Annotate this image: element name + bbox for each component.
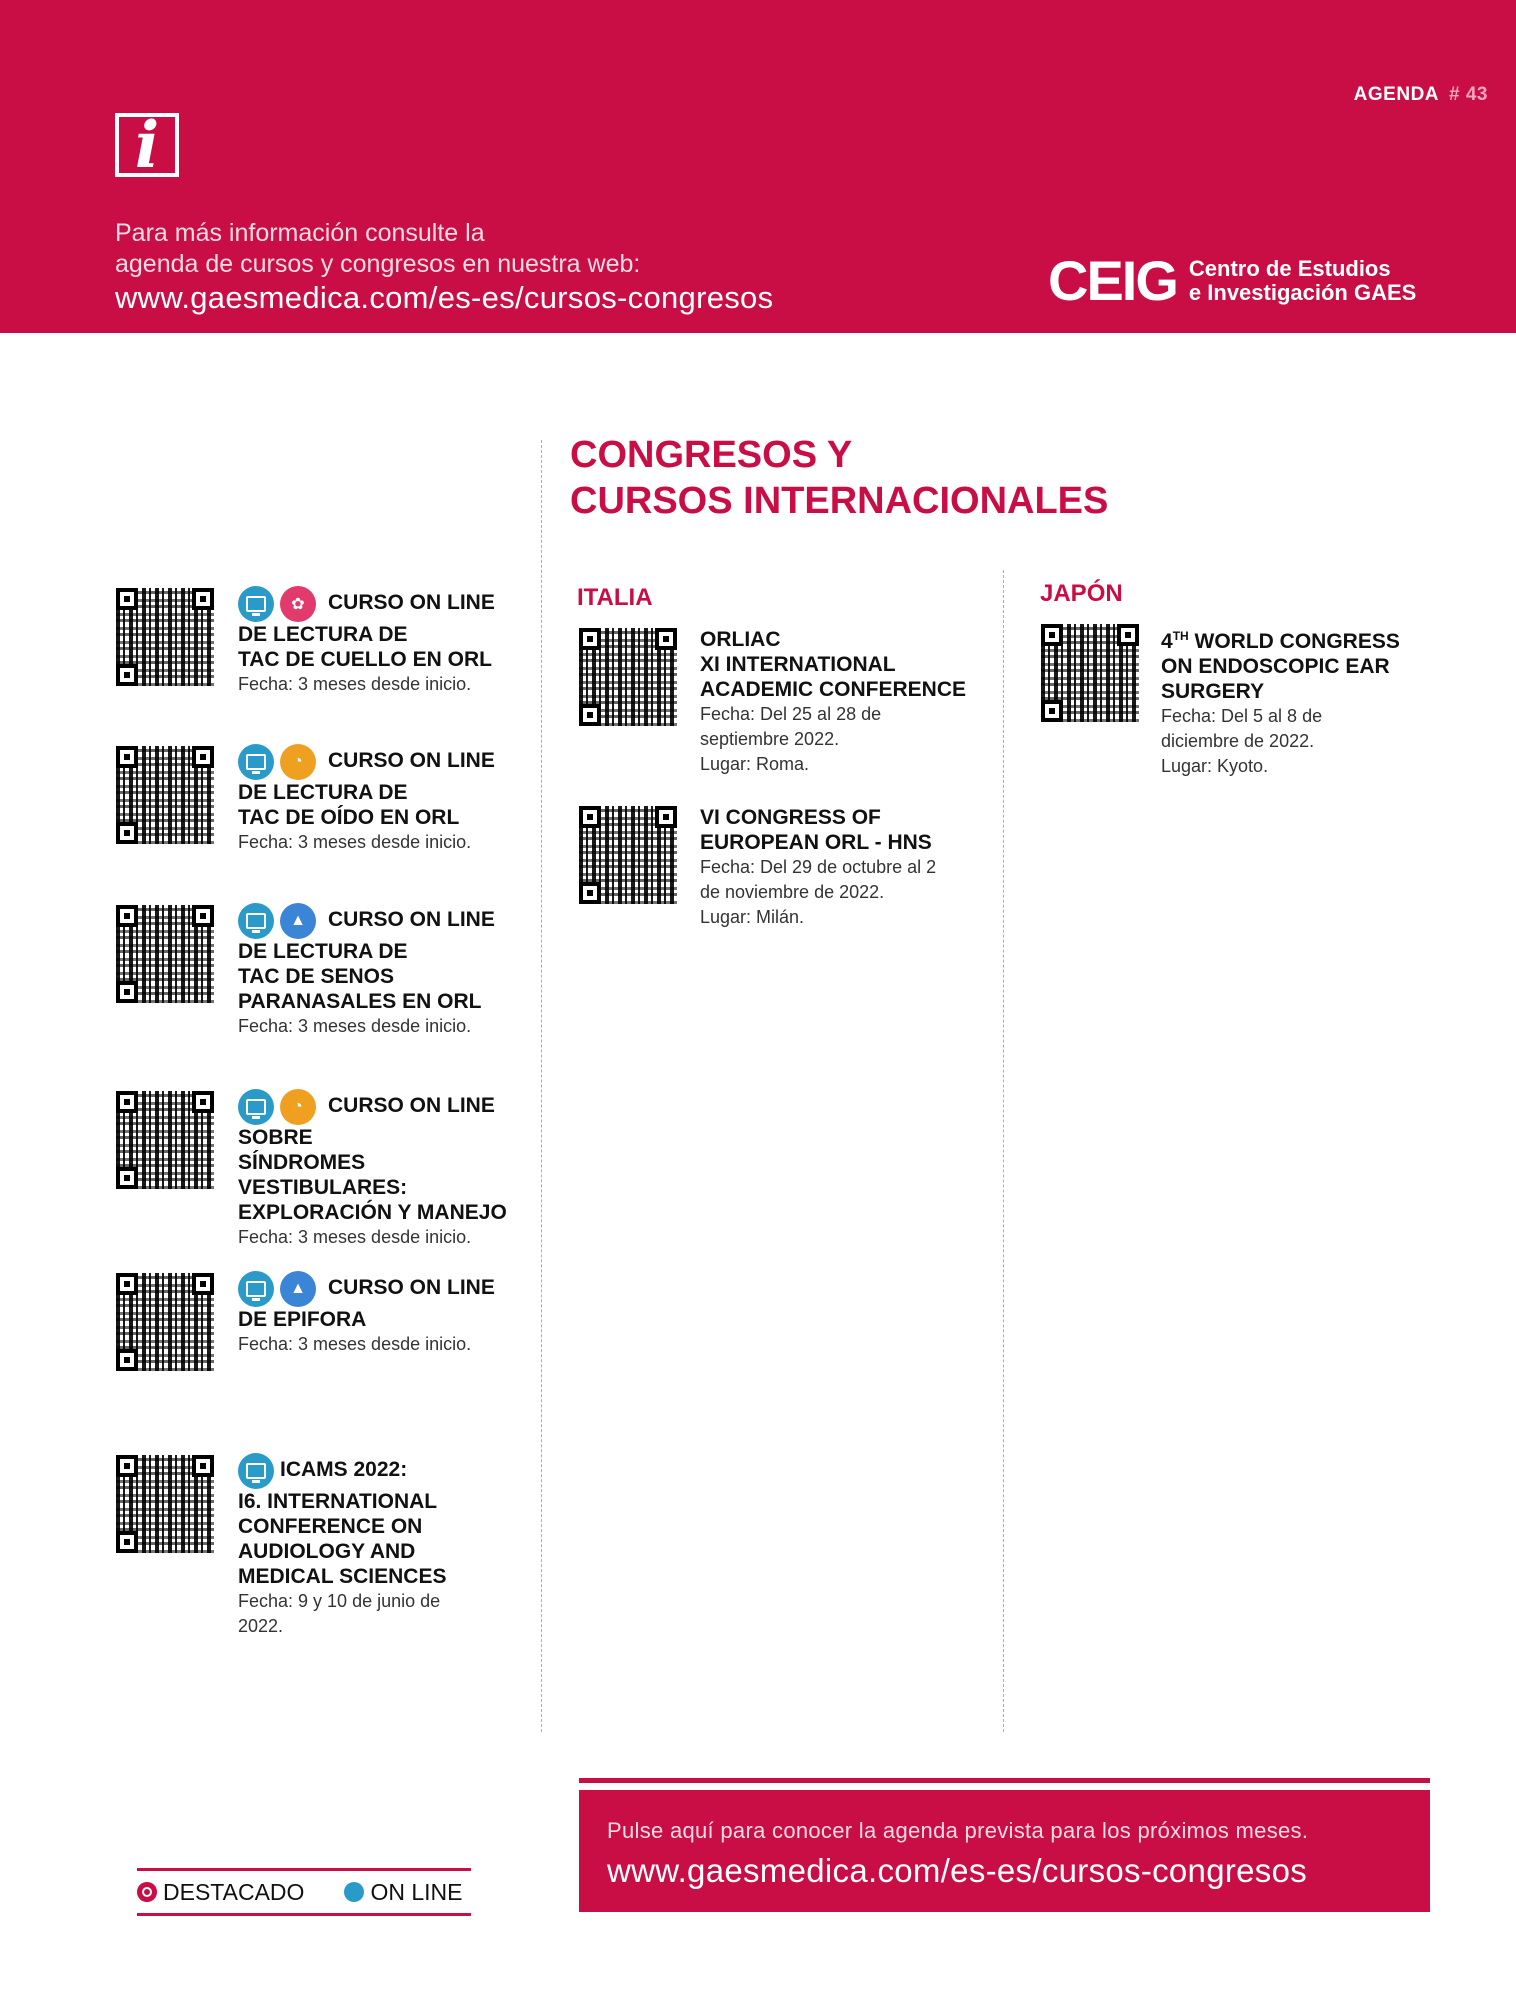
event-title-line: DE LECTURA DE bbox=[238, 781, 408, 804]
qr-finder bbox=[1117, 624, 1139, 646]
qr-finder bbox=[192, 1091, 214, 1113]
ceig-logo-mark: CEIG bbox=[1048, 249, 1177, 312]
event-title-line: DE EPIFORA bbox=[238, 1308, 367, 1331]
qr-code[interactable] bbox=[116, 1091, 214, 1189]
event-title-line: ON ENDOSCOPIC EAR bbox=[1161, 655, 1390, 678]
event-detail-line: Fecha: 3 meses desde inicio. bbox=[238, 674, 472, 694]
event-title-line: ICAMS 2022: bbox=[280, 1458, 408, 1481]
event-text bbox=[700, 805, 1000, 930]
superscript: TH bbox=[1172, 629, 1189, 643]
qr-finder bbox=[116, 905, 138, 927]
event-text bbox=[238, 744, 523, 855]
online-icon bbox=[238, 1271, 274, 1307]
qr-finder bbox=[116, 1091, 138, 1113]
section-title bbox=[570, 432, 1108, 524]
info-text-line: Para más información consulte la bbox=[115, 219, 485, 247]
qr-finder bbox=[1041, 624, 1063, 646]
online-icon bbox=[344, 1882, 364, 1902]
event-title-line: ACADEMIC CONFERENCE bbox=[700, 678, 967, 701]
legend-destacado bbox=[137, 1879, 304, 1906]
qr-finder bbox=[116, 822, 138, 844]
qr-finder bbox=[192, 588, 214, 610]
event-first-line bbox=[238, 1089, 523, 1125]
country-italia: ITALIA bbox=[577, 584, 653, 611]
qr-code[interactable] bbox=[116, 1273, 214, 1371]
event-detail-line: Fecha: Del 25 al 28 de bbox=[700, 704, 882, 724]
event-icons bbox=[238, 586, 316, 622]
event-detail-line: de noviembre de 2022. bbox=[700, 882, 885, 902]
monitor-shape bbox=[246, 1281, 266, 1297]
qr-code[interactable] bbox=[116, 588, 214, 686]
event-title-line: CURSO ON LINE bbox=[328, 749, 495, 772]
qr-finder bbox=[192, 905, 214, 927]
event-detail-line: Fecha: 3 meses desde inicio. bbox=[238, 1016, 472, 1036]
qr-code[interactable] bbox=[579, 806, 677, 904]
page-section: AGENDA bbox=[1353, 84, 1440, 105]
country-japon: JAPÓN bbox=[1040, 580, 1123, 607]
event-detail-line: septiembre 2022. bbox=[700, 729, 840, 749]
qr-finder bbox=[116, 1455, 138, 1477]
qr-finder bbox=[579, 628, 601, 650]
event-title-line: SOBRE bbox=[238, 1126, 313, 1149]
qr-finder bbox=[192, 746, 214, 768]
event-title-line: EXPLORACIÓN Y MANEJO bbox=[238, 1201, 507, 1224]
event-title-line: SURGERY bbox=[1161, 680, 1265, 703]
event-title-line: DE LECTURA DE bbox=[238, 623, 408, 646]
event-detail-line: 2022. bbox=[238, 1616, 284, 1636]
qr-finder bbox=[655, 806, 677, 828]
event-detail-line: Fecha: 3 meses desde inicio. bbox=[238, 832, 472, 852]
qr-finder bbox=[655, 628, 677, 650]
event-text bbox=[238, 1271, 523, 1357]
event-first-line bbox=[238, 1453, 523, 1489]
event-title-line: CURSO ON LINE bbox=[328, 1276, 495, 1299]
event-icons bbox=[238, 1271, 316, 1307]
monitor-shape bbox=[246, 1463, 266, 1479]
event-title-line: TAC DE OÍDO EN ORL bbox=[238, 806, 460, 829]
online-icon bbox=[238, 1089, 274, 1125]
event-detail-line: Fecha: 3 meses desde inicio. bbox=[238, 1227, 472, 1247]
qr-finder bbox=[116, 1167, 138, 1189]
info-text bbox=[115, 218, 640, 280]
nose-icon: ▲ bbox=[280, 903, 316, 939]
qr-finder bbox=[579, 882, 601, 904]
qr-finder bbox=[1041, 700, 1063, 722]
header-banner bbox=[0, 0, 1516, 333]
info-url-link[interactable]: www.gaesmedica.com/es-es/cursos-congresos bbox=[115, 280, 774, 315]
ear-icon: ◔ bbox=[280, 1089, 316, 1125]
cta-url-link[interactable]: www.gaesmedica.com/es-es/cursos-congresos bbox=[607, 1852, 1308, 1889]
ceig-subtitle-line: e Investigación GAES bbox=[1188, 279, 1417, 305]
event-title-line: MEDICAL SCIENCES bbox=[238, 1565, 447, 1588]
destacado-pink-icon: ✿ bbox=[280, 586, 316, 622]
event-detail-line: Lugar: Kyoto. bbox=[1161, 756, 1269, 776]
column-divider bbox=[1003, 570, 1004, 1732]
ceig-logo-subtitle bbox=[1189, 257, 1416, 305]
cta-text: Pulse aquí para conocer la agenda prevista para los próximos meses. bbox=[607, 1818, 1309, 1843]
qr-finder bbox=[579, 806, 601, 828]
event-title-line: CURSO ON LINE bbox=[328, 1094, 495, 1117]
monitor-shape bbox=[246, 913, 266, 929]
qr-code[interactable] bbox=[116, 1455, 214, 1553]
legend-online bbox=[344, 1879, 462, 1906]
event-title-line: ORLIAC bbox=[700, 628, 781, 651]
event-title-line: TAC DE SENOS bbox=[238, 965, 394, 988]
monitor-shape bbox=[246, 1099, 266, 1115]
event-title-line: SÍNDROMES VESTIBULARES: bbox=[238, 1151, 408, 1199]
online-icon bbox=[238, 1453, 274, 1489]
qr-code[interactable] bbox=[116, 746, 214, 844]
event-detail-line: Fecha: Del 5 al 8 de bbox=[1161, 706, 1323, 726]
column-divider bbox=[541, 440, 542, 1732]
monitor-shape bbox=[246, 596, 266, 612]
event-icons bbox=[238, 1453, 274, 1489]
event-title-line: EUROPEAN ORL - HNS bbox=[700, 831, 932, 854]
online-icon bbox=[238, 744, 274, 780]
info-icon: i bbox=[115, 113, 179, 177]
event-text bbox=[238, 903, 523, 1039]
event-detail-line: Fecha: 3 meses desde inicio. bbox=[238, 1334, 472, 1354]
destacado-icon bbox=[137, 1882, 157, 1902]
legend-destacado-label: DESTACADO bbox=[163, 1878, 305, 1905]
event-title-line: TAC DE CUELLO EN ORL bbox=[238, 648, 492, 671]
qr-finder bbox=[116, 588, 138, 610]
qr-finder bbox=[116, 1531, 138, 1553]
event-text bbox=[238, 1089, 523, 1250]
qr-code[interactable] bbox=[579, 628, 677, 726]
event-icons bbox=[238, 903, 316, 939]
event-detail-line: diciembre de 2022. bbox=[1161, 731, 1315, 751]
event-icons bbox=[238, 744, 316, 780]
monitor-shape bbox=[246, 754, 266, 770]
nose-icon: ▲ bbox=[280, 1271, 316, 1307]
qr-code[interactable] bbox=[1041, 624, 1139, 722]
event-title-line: AUDIOLOGY AND bbox=[238, 1540, 416, 1563]
event-icons bbox=[238, 1089, 316, 1125]
page-number: # 43 bbox=[1449, 84, 1488, 105]
qr-finder bbox=[116, 981, 138, 1003]
event-first-line bbox=[238, 1271, 523, 1307]
online-icon bbox=[238, 903, 274, 939]
online-icon bbox=[238, 586, 274, 622]
ceig-logo bbox=[1048, 248, 1416, 313]
qr-finder bbox=[192, 1273, 214, 1295]
legend bbox=[137, 1868, 471, 1916]
qr-finder bbox=[116, 746, 138, 768]
qr-finder bbox=[192, 1455, 214, 1477]
event-title-line: VI CONGRESS OF bbox=[700, 806, 881, 829]
ceig-subtitle-line: Centro de Estudios bbox=[1188, 255, 1391, 281]
event-title-line: CONFERENCE ON bbox=[238, 1515, 423, 1538]
event-detail-line: Fecha: 9 y 10 de junio de bbox=[238, 1591, 441, 1611]
event-title-line: PARANASALES EN ORL bbox=[238, 990, 482, 1013]
event-title-line: 4TH WORLD CONGRESS bbox=[1161, 629, 1400, 653]
event-detail-line: Lugar: Roma. bbox=[700, 754, 810, 774]
qr-finder bbox=[116, 1349, 138, 1371]
event-text bbox=[700, 627, 1000, 777]
qr-finder bbox=[579, 704, 601, 726]
event-first-line bbox=[238, 586, 523, 622]
qr-code[interactable] bbox=[116, 905, 214, 1003]
info-text-line: agenda de cursos y congresos en nuestra web: bbox=[115, 250, 641, 278]
section-title-line: CONGRESOS Y bbox=[570, 434, 853, 476]
event-first-line bbox=[238, 903, 523, 939]
cta-top-rule bbox=[579, 1778, 1430, 1783]
page-label bbox=[1354, 84, 1488, 106]
event-title-line: I6. INTERNATIONAL bbox=[238, 1490, 438, 1513]
event-title-line: XI INTERNATIONAL bbox=[700, 653, 896, 676]
event-first-line bbox=[238, 744, 523, 780]
event-text bbox=[238, 586, 523, 697]
event-title-line: CURSO ON LINE bbox=[328, 591, 495, 614]
event-title-line: CURSO ON LINE bbox=[328, 908, 495, 931]
event-detail-line: Fecha: Del 29 de octubre al 2 bbox=[700, 857, 937, 877]
section-title-line: CURSOS INTERNACIONALES bbox=[570, 480, 1109, 522]
cta-banner[interactable] bbox=[579, 1790, 1430, 1912]
event-detail-line: Lugar: Milán. bbox=[700, 907, 805, 927]
ear-icon: ◔ bbox=[280, 744, 316, 780]
event-text bbox=[238, 1453, 523, 1639]
legend-online-label: ON LINE bbox=[370, 1878, 463, 1905]
qr-finder bbox=[116, 1273, 138, 1295]
event-text bbox=[1161, 624, 1451, 779]
qr-finder bbox=[116, 664, 138, 686]
event-title-line: DE LECTURA DE bbox=[238, 940, 408, 963]
